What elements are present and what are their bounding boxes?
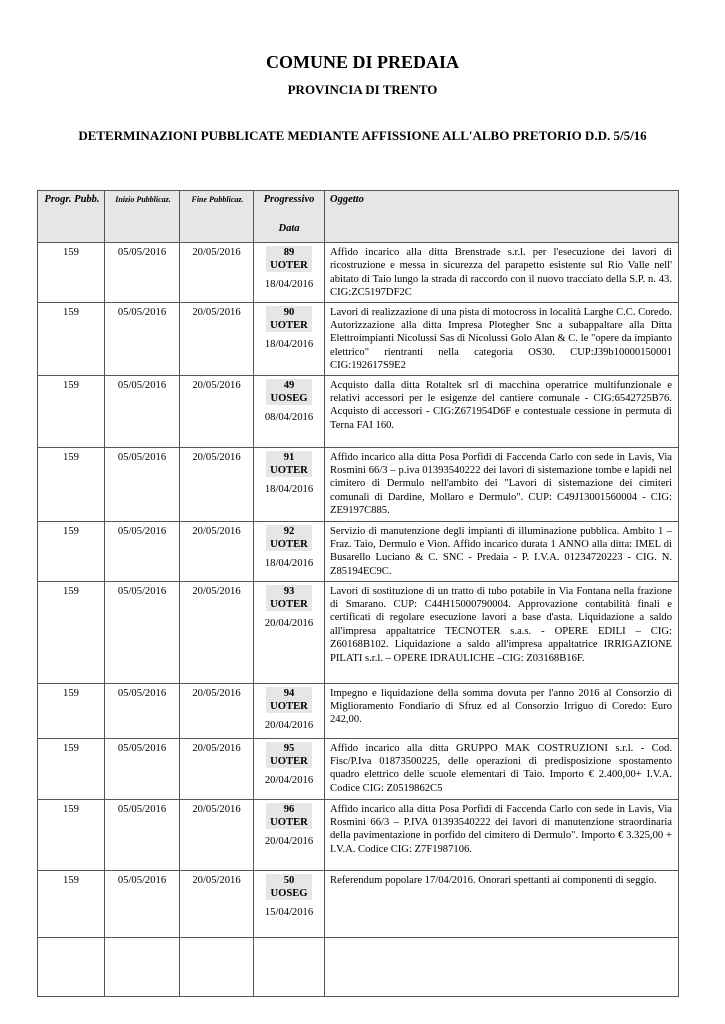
- cell-fine: 20/05/2016: [180, 870, 254, 937]
- determinazioni-table: [37, 190, 679, 997]
- cell-inizio: 05/05/2016: [105, 870, 180, 937]
- table-row: [38, 521, 679, 581]
- determina-date: 20/04/2016: [264, 719, 314, 731]
- ufficio-code: UOTER: [266, 259, 312, 272]
- cell-oggetto: Acquisto dalla ditta Rotaltek srl di macchina operatrice multifunzionale e relativi accessori per le esigenze del cantiere comunale - CIG:6542725B76. Acquisto di accessori - CIG:Z671954D6F e contestuale cessione in permuta di Terna FAI 160.: [325, 375, 679, 447]
- determina-number: 89: [266, 246, 312, 259]
- determina-number: 93: [266, 585, 312, 598]
- cell-oggetto: Servizio di manutenzione degli impianti di illuminazione pubblica. Ambito 1 – Fraz. Taio, Dermulo e Vion. Affido incarico durata 1 ANNO alla ditta: IMEL di Busarello Luciano & C. SNC - Predaia - P. I.V.A. 01234720223 - CIG. N. Z85194EC9C.: [325, 521, 679, 581]
- cell-progr: 159: [38, 683, 105, 738]
- cell-fine: 20/05/2016: [180, 375, 254, 447]
- determina-date: 15/04/2016: [264, 906, 314, 918]
- column-header-inizio: Inizio Pubblicaz.: [105, 191, 180, 243]
- empty-cell: [38, 937, 105, 996]
- determina-number: 92: [266, 525, 312, 538]
- table-row: [38, 243, 679, 303]
- cell-inizio: 05/05/2016: [105, 375, 180, 447]
- column-header-progressivo-label: Progressivo: [263, 194, 315, 205]
- page-subtitle: PROVINCIA DI TRENTO: [287, 82, 438, 97]
- cell-progressivo: [254, 799, 325, 870]
- cell-progressivo: [254, 375, 325, 447]
- column-header-progr: Progr. Pubb.: [38, 191, 105, 243]
- ufficio-code: UOSEG: [266, 887, 312, 900]
- column-header-data-label: Data: [278, 223, 300, 234]
- cell-fine: 20/05/2016: [180, 738, 254, 799]
- cell-oggetto: Affido incarico alla ditta Brenstrade s.r.l. per l'esecuzione dei lavori di ricostruzione e messa in sicurezza del parapetto esistente sul Rio Valle nell' abitato di Taio lungo la strada di raccordo con il nuovo tracciato della S.P. n. 43. CIG:ZC5197DF2C: [325, 243, 679, 303]
- cell-progressivo: [254, 447, 325, 521]
- cell-progressivo: [254, 243, 325, 303]
- empty-cell: [254, 937, 325, 996]
- determina-number: 95: [266, 742, 312, 755]
- ufficio-code: UOTER: [266, 319, 312, 332]
- cell-progressivo: [254, 683, 325, 738]
- determina-date: 18/04/2016: [264, 483, 314, 495]
- table-row: [38, 375, 679, 447]
- determina-date: 08/04/2016: [264, 411, 314, 423]
- cell-fine: 20/05/2016: [180, 243, 254, 303]
- determina-number: 50: [266, 874, 312, 887]
- cell-fine: 20/05/2016: [180, 521, 254, 581]
- cell-progressivo: [254, 581, 325, 683]
- cell-inizio: 05/05/2016: [105, 521, 180, 581]
- cell-inizio: 05/05/2016: [105, 799, 180, 870]
- ufficio-code: UOTER: [266, 816, 312, 829]
- cell-fine: 20/05/2016: [180, 447, 254, 521]
- determina-date: 18/04/2016: [264, 338, 314, 350]
- cell-progr: 159: [38, 375, 105, 447]
- determina-date: 20/04/2016: [264, 617, 314, 629]
- determina-date: 20/04/2016: [264, 835, 314, 847]
- empty-cell: [180, 937, 254, 996]
- cell-progr: 159: [38, 243, 105, 303]
- cell-fine: 20/05/2016: [180, 302, 254, 375]
- ufficio-code: UOTER: [266, 598, 312, 611]
- cell-progr: 159: [38, 738, 105, 799]
- table-row: [38, 870, 679, 937]
- ufficio-code: UOTER: [266, 700, 312, 713]
- cell-oggetto: Affido incarico alla ditta Posa Porfidi di Faccenda Carlo con sede in Lavis, Via Rosmini 66/3 – P.IVA 01393540222 dei lavori di manutenzione straordinaria della pavimentazione in porfido del cimitero di Dermulo". Importo € 3.325,00 + I.V.A. Codice CIG: Z7F1987106.: [325, 799, 679, 870]
- cell-oggetto: Impegno e liquidazione della somma dovuta per l'anno 2016 al Consorzio di Miglioramento Fondiario di Sfruz ed al Consorzio Irriguo di Coredo: Euro 242,00.: [325, 683, 679, 738]
- determina-number: 96: [266, 803, 312, 816]
- cell-oggetto: Affido incarico alla ditta Posa Porfidi di Faccenda Carlo con sede in Lavis, Via Rosmini 66/3 – p.iva 01393540222 dei lavori di sistemazione tombe e lapidi nel cimitero di Dermulo nell'ambito dei "Lavori di sistemazione dei cimiteri comunali di Dardine, Mollaro e Dermulo". CUP: C49J13001560004 - CIG: ZE9197C885.: [325, 447, 679, 521]
- cell-fine: 20/05/2016: [180, 799, 254, 870]
- determina-date: 20/04/2016: [264, 774, 314, 786]
- cell-progr: 159: [38, 799, 105, 870]
- determina-number: 91: [266, 451, 312, 464]
- cell-progr: 159: [38, 302, 105, 375]
- cell-oggetto: Affido incarico alla ditta GRUPPO MAK COSTRUZIONI s.r.l. - Cod. Fisc/P.Iva 01873500225, delle operazioni di predisposizione spostamento quadro elettrico delle scuole elementari di Taio. Importo € 2.400,00+ I.V.A. Codice CIG: Z0519862C5: [325, 738, 679, 799]
- page-title: COMUNE DI PREDAIA: [266, 52, 459, 72]
- cell-fine: 20/05/2016: [180, 683, 254, 738]
- table-row: [38, 738, 679, 799]
- cell-progr: 159: [38, 447, 105, 521]
- determina-date: 18/04/2016: [264, 557, 314, 569]
- empty-cell: [325, 937, 679, 996]
- document-heading: DETERMINAZIONI PUBBLICATE MEDIANTE AFFISSIONE ALL'ALBO PRETORIO D.D. 5/5/16: [78, 128, 647, 143]
- cell-progressivo: [254, 738, 325, 799]
- column-header-fine: Fine Pubblicaz.: [180, 191, 254, 243]
- determina-date: 18/04/2016: [264, 279, 314, 290]
- empty-table-row: [38, 937, 679, 996]
- cell-progressivo: [254, 521, 325, 581]
- cell-progr: 159: [38, 521, 105, 581]
- cell-fine: 20/05/2016: [180, 581, 254, 683]
- empty-cell: [105, 937, 180, 996]
- table-row: [38, 581, 679, 683]
- table-row: [38, 447, 679, 521]
- determina-number: 49: [266, 379, 312, 392]
- table-header-row: [38, 191, 679, 243]
- cell-inizio: 05/05/2016: [105, 738, 180, 799]
- column-header-progressivo: [254, 191, 325, 243]
- cell-progressivo: [254, 870, 325, 937]
- cell-progressivo: [254, 302, 325, 375]
- cell-oggetto: Lavori di realizzazione di una pista di motocross in località Larghe C.C. Coredo. Autorizzazione alla ditta Impresa Plotegher Snc a subappaltare alla Ditta Elettroimpianti Nicolussi Sas di Nicolussi Golo Alan & C. le "opere da impianto elettrico" rientranti nella categoria OS30. CUP:J39b10000150001 CIG:192617S9E2: [325, 302, 679, 375]
- determina-number: 94: [266, 687, 312, 700]
- table-row: [38, 302, 679, 375]
- cell-oggetto: Lavori di sostituzione di un tratto di tubo potabile in Via Fontana nella frazione di Smarano. CUP: C44H15000790004. Approvazione contabilità finali e certificati di regolare esecuzione lavori a base d'asta. Liquidazione a saldo all'impresa appaltatrice TECNOTER s.a.s. - OPERE EDILI – CIG: Z60168B102. Liquidazione a saldo all'impresa appaltatrice IRRIGAZIONE PILATI s.r.l. – OPERE IDRAULICHE –CIG: Z03168B16F.: [325, 581, 679, 683]
- ufficio-code: UOTER: [266, 755, 312, 768]
- cell-inizio: 05/05/2016: [105, 302, 180, 375]
- cell-oggetto: Referendum popolare 17/04/2016. Onorari spettanti ai componenti di seggio.: [325, 870, 679, 937]
- cell-progr: 159: [38, 870, 105, 937]
- table-row: [38, 799, 679, 870]
- ufficio-code: UOTER: [266, 538, 312, 551]
- cell-inizio: 05/05/2016: [105, 683, 180, 738]
- cell-inizio: 05/05/2016: [105, 447, 180, 521]
- ufficio-code: UOTER: [266, 464, 312, 477]
- ufficio-code: UOSEG: [266, 392, 312, 405]
- cell-progr: 159: [38, 581, 105, 683]
- column-header-oggetto: Oggetto: [325, 191, 679, 243]
- cell-inizio: 05/05/2016: [105, 243, 180, 303]
- determina-number: 90: [266, 306, 312, 319]
- cell-inizio: 05/05/2016: [105, 581, 180, 683]
- table-row: [38, 683, 679, 738]
